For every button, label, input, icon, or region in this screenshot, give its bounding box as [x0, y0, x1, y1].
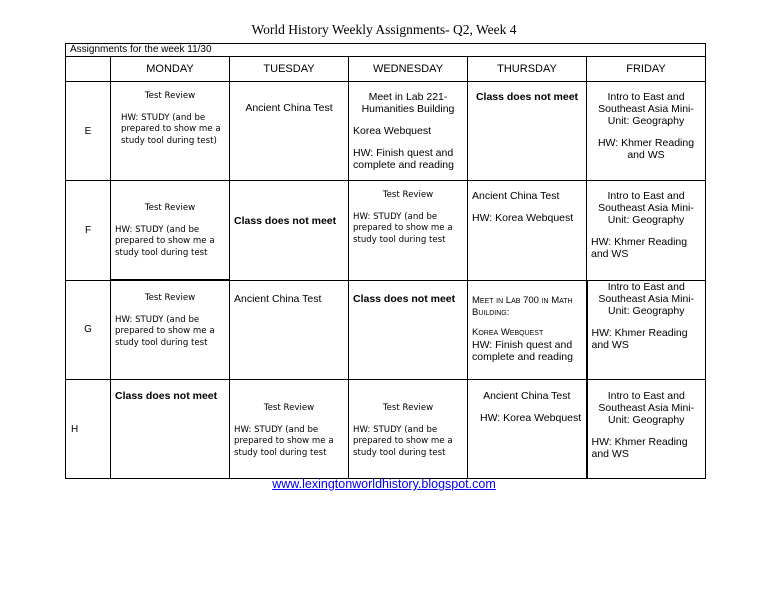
cell-e-tuesday	[230, 82, 349, 181]
cell-text: Ancient China Test	[234, 292, 322, 305]
cell-e-thursday	[468, 82, 587, 181]
cell-e-wednesday	[349, 82, 468, 181]
blog-link[interactable]: www.lexingtonworldhistory.blogspot.com	[272, 477, 496, 491]
cell-text: Test Review	[382, 190, 434, 200]
cell-text: HW: STUDY (and be prepared to show me a study tool during test)	[121, 112, 221, 146]
cell-h-wednesday	[349, 380, 468, 479]
table-row-f	[66, 181, 706, 281]
cell-g-monday	[111, 280, 230, 380]
cell-text: Ancient China Test	[245, 102, 333, 114]
cell-text: HW: Finish quest and complete and reading	[353, 147, 454, 171]
cell-text: HW: STUDY (and be prepared to show me a study tool during test	[353, 211, 453, 245]
cell-h-friday	[587, 380, 706, 479]
row-label-e: E	[66, 82, 111, 181]
cell-text: Test Review	[263, 403, 315, 413]
week-label: Assignments for the week 11/30	[66, 44, 706, 57]
cell-text: Ancient China Test	[472, 190, 560, 202]
cell-text: Class does not meet	[115, 390, 218, 402]
cell-text: HW: Finish quest and complete and reading	[472, 338, 573, 363]
day-header-wednesday: WEDNESDAY	[349, 57, 468, 82]
table-row-g	[66, 280, 706, 380]
cell-g-wednesday	[349, 280, 468, 380]
day-header-row	[66, 57, 706, 82]
cell-h-monday	[111, 380, 230, 479]
cell-text: Meet in Lab 221- Humanities Building	[361, 91, 455, 115]
cell-text: Intro to East and Southeast Asia Mini-Unit: Geography	[598, 390, 695, 426]
cell-e-friday	[587, 82, 706, 181]
cell-text: HW: Khmer Reading and WS	[591, 436, 688, 460]
page-title: World History Weekly Assignments- Q2, Week 4	[251, 22, 517, 37]
day-header-friday: FRIDAY	[587, 57, 706, 82]
cell-text: Intro to East and Southeast Asia Mini-Unit: Geography	[598, 190, 694, 226]
cell-text: Korea Webquest	[472, 326, 544, 338]
cell-text: HW: STUDY (and be prepared to show me a study tool during test	[115, 314, 215, 348]
cell-text: HW: STUDY (and be prepared to show me a study tool during test	[353, 424, 453, 458]
cell-text: Test Review	[144, 293, 196, 303]
day-header-monday: MONDAY	[111, 57, 230, 82]
cell-g-tuesday	[230, 280, 349, 380]
assignment-table	[65, 43, 706, 479]
table-row-h	[66, 380, 706, 479]
row-label-f: F	[66, 181, 111, 281]
cell-text: Ancient China Test	[483, 390, 571, 402]
cell-text: Class does not meet	[475, 91, 579, 103]
cell-text: Intro to East and Southeast Asia Mini-Unit: Geography	[598, 91, 694, 127]
cell-text: HW: STUDY (and be prepared to show me a study tool during test	[115, 224, 215, 258]
cell-text: Class does not meet	[234, 215, 337, 227]
cell-text: Test Review	[144, 91, 196, 101]
cell-text: Meet in Lab 700 in Math Building:	[472, 294, 573, 318]
cell-text: HW: STUDY (and be prepared to show me a study tool during test	[234, 424, 334, 458]
cell-text: HW: Khmer Reading and WS	[591, 236, 688, 260]
corner-cell	[66, 57, 111, 82]
cell-f-friday	[587, 181, 706, 281]
cell-f-tuesday	[230, 181, 349, 281]
cell-text: HW: Korea Webquest	[480, 412, 582, 424]
cell-text: Test Review	[144, 203, 196, 213]
cell-h-tuesday	[230, 380, 349, 479]
cell-f-monday	[111, 181, 230, 281]
cell-g-thursday	[468, 280, 587, 380]
table-row-e	[66, 82, 706, 181]
cell-text: HW: Korea Webquest	[472, 212, 574, 224]
cell-text: Class does not meet	[353, 292, 456, 305]
cell-f-wednesday	[349, 181, 468, 281]
cell-e-monday	[111, 82, 230, 181]
cell-h-thursday	[468, 380, 587, 479]
cell-g-friday	[587, 280, 706, 380]
day-header-tuesday: TUESDAY	[230, 57, 349, 82]
cell-text: Korea Webquest	[353, 125, 432, 137]
cell-text: HW: Khmer Reading and WS	[597, 137, 695, 161]
cell-text: HW: Khmer Reading and WS	[591, 326, 688, 351]
cell-f-thursday	[468, 181, 587, 281]
row-label-h: H	[66, 380, 111, 479]
day-header-thursday: THURSDAY	[468, 57, 587, 82]
cell-text: Intro to East and Southeast Asia Mini-Unit: Geography	[598, 280, 695, 317]
row-label-g: G	[66, 280, 111, 380]
cell-text: Test Review	[382, 403, 434, 413]
